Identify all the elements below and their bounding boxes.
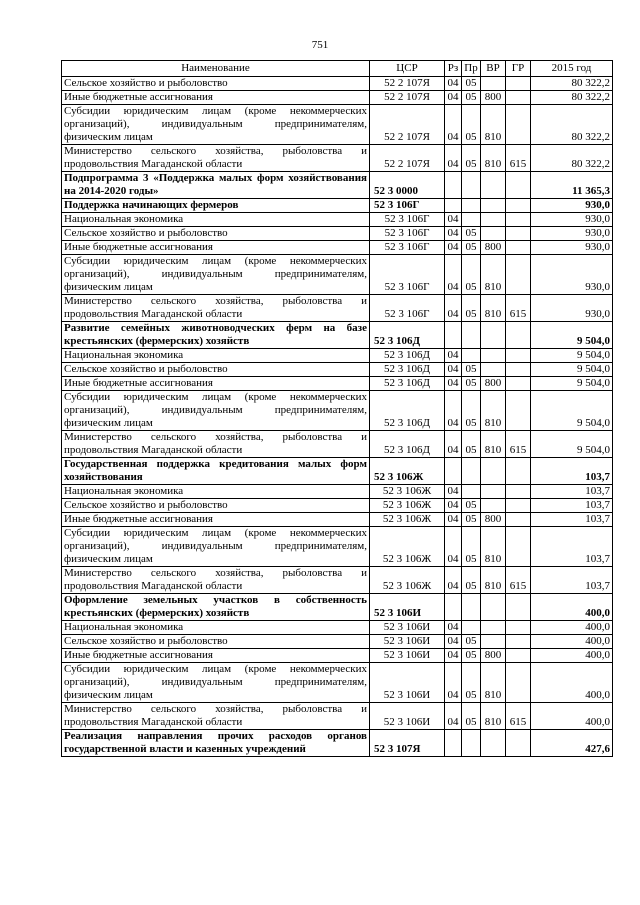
row-gr bbox=[506, 649, 531, 663]
table-row bbox=[62, 594, 613, 621]
table-row bbox=[62, 105, 613, 145]
row-gr bbox=[506, 199, 531, 213]
header-gr: ГР bbox=[506, 61, 531, 77]
row-name: Сельское хозяйство и рыболовство bbox=[62, 499, 370, 513]
row-rz: 04 bbox=[445, 255, 462, 295]
row-rz: 04 bbox=[445, 241, 462, 255]
row-gr bbox=[506, 527, 531, 567]
row-csr: 52 3 106Г bbox=[370, 227, 445, 241]
row-rz: 04 bbox=[445, 227, 462, 241]
row-pr: 05 bbox=[462, 91, 481, 105]
row-pr: 05 bbox=[462, 255, 481, 295]
row-csr: 52 3 106И bbox=[370, 594, 445, 621]
table-row bbox=[62, 527, 613, 567]
row-csr: 52 3 106И bbox=[370, 703, 445, 730]
row-pr bbox=[462, 485, 481, 499]
row-gr bbox=[506, 105, 531, 145]
row-name: Сельское хозяйство и рыболовство bbox=[62, 635, 370, 649]
row-rz: 04 bbox=[445, 513, 462, 527]
row-gr bbox=[506, 77, 531, 91]
row-rz bbox=[445, 172, 462, 199]
row-vr bbox=[481, 594, 506, 621]
row-csr: 52 3 106Ж bbox=[370, 485, 445, 499]
row-sum: 80 322,2 bbox=[531, 145, 613, 172]
row-csr: 52 3 107Я bbox=[370, 730, 445, 757]
table-row bbox=[62, 322, 613, 349]
row-sum: 103,7 bbox=[531, 499, 613, 513]
row-gr bbox=[506, 391, 531, 431]
row-gr bbox=[506, 213, 531, 227]
row-rz: 04 bbox=[445, 621, 462, 635]
row-rz: 04 bbox=[445, 377, 462, 391]
row-rz: 04 bbox=[445, 391, 462, 431]
row-rz: 04 bbox=[445, 295, 462, 322]
row-vr: 800 bbox=[481, 513, 506, 527]
row-rz bbox=[445, 594, 462, 621]
row-pr: 05 bbox=[462, 241, 481, 255]
row-sum: 80 322,2 bbox=[531, 77, 613, 91]
row-pr: 05 bbox=[462, 635, 481, 649]
row-rz: 04 bbox=[445, 663, 462, 703]
row-vr bbox=[481, 322, 506, 349]
table-row bbox=[62, 241, 613, 255]
row-sum: 400,0 bbox=[531, 649, 613, 663]
row-sum: 400,0 bbox=[531, 703, 613, 730]
row-name: Министерство сельского хозяйства, рыболовства и продовольствия Магаданской области bbox=[62, 431, 370, 458]
table-row bbox=[62, 91, 613, 105]
budget-table bbox=[61, 60, 613, 757]
table-row bbox=[62, 213, 613, 227]
row-pr bbox=[462, 621, 481, 635]
row-vr: 810 bbox=[481, 295, 506, 322]
row-csr: 52 3 106Ж bbox=[370, 499, 445, 513]
table-row bbox=[62, 703, 613, 730]
row-csr: 52 3 106Г bbox=[370, 199, 445, 213]
row-pr: 05 bbox=[462, 363, 481, 377]
row-gr bbox=[506, 621, 531, 635]
row-pr: 05 bbox=[462, 377, 481, 391]
row-vr: 810 bbox=[481, 663, 506, 703]
row-rz: 04 bbox=[445, 145, 462, 172]
row-gr bbox=[506, 322, 531, 349]
row-vr bbox=[481, 213, 506, 227]
row-name: Субсидии юридическим лицам (кроме некоммерческих организаций), индивидуальным предпринимателям, физическим лицам bbox=[62, 105, 370, 145]
row-name: Сельское хозяйство и рыболовство bbox=[62, 227, 370, 241]
row-csr: 52 3 106Д bbox=[370, 322, 445, 349]
row-pr bbox=[462, 172, 481, 199]
row-name: Субсидии юридическим лицам (кроме некоммерческих организаций), индивидуальным предпринимателям, физическим лицам bbox=[62, 527, 370, 567]
row-csr: 52 2 107Я bbox=[370, 77, 445, 91]
row-sum: 103,7 bbox=[531, 458, 613, 485]
row-csr: 52 3 106Ж bbox=[370, 527, 445, 567]
row-name: Иные бюджетные ассигнования bbox=[62, 377, 370, 391]
row-rz: 04 bbox=[445, 649, 462, 663]
row-name: Подпрограмма 3 «Поддержка малых форм хозяйствования на 2014-2020 годы» bbox=[62, 172, 370, 199]
header-vr: ВР bbox=[481, 61, 506, 77]
row-rz: 04 bbox=[445, 635, 462, 649]
table-row bbox=[62, 145, 613, 172]
row-sum: 9 504,0 bbox=[531, 431, 613, 458]
table-row bbox=[62, 295, 613, 322]
row-pr: 05 bbox=[462, 649, 481, 663]
row-pr: 05 bbox=[462, 513, 481, 527]
row-vr bbox=[481, 172, 506, 199]
row-csr: 52 3 106И bbox=[370, 649, 445, 663]
table-row bbox=[62, 621, 613, 635]
row-pr bbox=[462, 199, 481, 213]
row-name: Иные бюджетные ассигнования bbox=[62, 649, 370, 663]
row-sum: 9 504,0 bbox=[531, 322, 613, 349]
row-sum: 80 322,2 bbox=[531, 105, 613, 145]
row-sum: 427,6 bbox=[531, 730, 613, 757]
row-vr bbox=[481, 363, 506, 377]
row-csr: 52 3 106Д bbox=[370, 391, 445, 431]
row-pr: 05 bbox=[462, 295, 481, 322]
row-pr bbox=[462, 458, 481, 485]
table-header-row bbox=[62, 61, 613, 77]
row-gr bbox=[506, 241, 531, 255]
row-rz bbox=[445, 322, 462, 349]
row-name: Иные бюджетные ассигнования bbox=[62, 513, 370, 527]
header-csr: ЦСР bbox=[370, 61, 445, 77]
row-gr bbox=[506, 730, 531, 757]
row-rz: 04 bbox=[445, 349, 462, 363]
row-vr: 800 bbox=[481, 241, 506, 255]
row-name: Реализация направления прочих расходов органов государственной власти и казенных учреждений bbox=[62, 730, 370, 757]
row-pr: 05 bbox=[462, 527, 481, 567]
table-row bbox=[62, 363, 613, 377]
row-vr: 810 bbox=[481, 105, 506, 145]
row-name: Иные бюджетные ассигнования bbox=[62, 241, 370, 255]
row-rz: 04 bbox=[445, 363, 462, 377]
table-row bbox=[62, 377, 613, 391]
row-sum: 400,0 bbox=[531, 621, 613, 635]
header-rz: Рз bbox=[445, 61, 462, 77]
row-sum: 80 322,2 bbox=[531, 91, 613, 105]
row-vr bbox=[481, 499, 506, 513]
row-csr: 52 3 106Г bbox=[370, 295, 445, 322]
row-sum: 930,0 bbox=[531, 295, 613, 322]
row-vr: 810 bbox=[481, 567, 506, 594]
row-gr bbox=[506, 363, 531, 377]
row-name: Субсидии юридическим лицам (кроме некоммерческих организаций), индивидуальным предпринимателям, физическим лицам bbox=[62, 391, 370, 431]
row-name: Национальная экономика bbox=[62, 621, 370, 635]
row-gr bbox=[506, 513, 531, 527]
row-vr: 810 bbox=[481, 145, 506, 172]
row-name: Министерство сельского хозяйства, рыболовства и продовольствия Магаданской области bbox=[62, 295, 370, 322]
table-row bbox=[62, 499, 613, 513]
row-csr: 52 2 107Я bbox=[370, 105, 445, 145]
row-gr bbox=[506, 635, 531, 649]
row-sum: 9 504,0 bbox=[531, 363, 613, 377]
row-gr: 615 bbox=[506, 431, 531, 458]
row-sum: 11 365,3 bbox=[531, 172, 613, 199]
row-sum: 103,7 bbox=[531, 527, 613, 567]
row-name: Сельское хозяйство и рыболовство bbox=[62, 77, 370, 91]
row-name: Оформление земельных участков в собственность крестьянских (фермерских) хозяйств bbox=[62, 594, 370, 621]
row-pr: 05 bbox=[462, 77, 481, 91]
row-pr: 05 bbox=[462, 663, 481, 703]
row-gr bbox=[506, 172, 531, 199]
row-vr: 810 bbox=[481, 255, 506, 295]
row-name: Министерство сельского хозяйства, рыболовства и продовольствия Магаданской области bbox=[62, 145, 370, 172]
row-rz: 04 bbox=[445, 77, 462, 91]
row-gr bbox=[506, 227, 531, 241]
row-name: Субсидии юридическим лицам (кроме некоммерческих организаций), индивидуальным предпринимателям, физическим лицам bbox=[62, 663, 370, 703]
row-sum: 930,0 bbox=[531, 199, 613, 213]
row-vr bbox=[481, 227, 506, 241]
row-vr bbox=[481, 199, 506, 213]
row-pr: 05 bbox=[462, 145, 481, 172]
table-row bbox=[62, 391, 613, 431]
table-row bbox=[62, 227, 613, 241]
row-csr: 52 3 0000 bbox=[370, 172, 445, 199]
row-rz: 04 bbox=[445, 431, 462, 458]
row-gr bbox=[506, 91, 531, 105]
row-csr: 52 3 106Ж bbox=[370, 567, 445, 594]
row-sum: 400,0 bbox=[531, 594, 613, 621]
table-row bbox=[62, 431, 613, 458]
row-csr: 52 3 106Г bbox=[370, 241, 445, 255]
row-rz bbox=[445, 458, 462, 485]
row-rz: 04 bbox=[445, 485, 462, 499]
row-rz: 04 bbox=[445, 91, 462, 105]
row-csr: 52 2 107Я bbox=[370, 145, 445, 172]
table-row bbox=[62, 730, 613, 757]
row-sum: 930,0 bbox=[531, 227, 613, 241]
row-csr: 52 3 106Ж bbox=[370, 513, 445, 527]
row-name: Субсидии юридическим лицам (кроме некоммерческих организаций), индивидуальным предпринимателям, физическим лицам bbox=[62, 255, 370, 295]
row-csr: 52 3 106Ж bbox=[370, 458, 445, 485]
row-sum: 103,7 bbox=[531, 567, 613, 594]
row-gr: 615 bbox=[506, 295, 531, 322]
row-sum: 930,0 bbox=[531, 241, 613, 255]
row-sum: 103,7 bbox=[531, 513, 613, 527]
row-pr: 05 bbox=[462, 499, 481, 513]
row-gr: 615 bbox=[506, 567, 531, 594]
table-row bbox=[62, 485, 613, 499]
row-sum: 400,0 bbox=[531, 663, 613, 703]
row-pr: 05 bbox=[462, 567, 481, 594]
page-number: 751 bbox=[311, 39, 329, 51]
row-name: Иные бюджетные ассигнования bbox=[62, 91, 370, 105]
row-vr bbox=[481, 635, 506, 649]
row-name: Развитие семейных животноводческих ферм на базе крестьянских (фермерских) хозяйств bbox=[62, 322, 370, 349]
table-row bbox=[62, 172, 613, 199]
row-vr: 800 bbox=[481, 377, 506, 391]
row-sum: 400,0 bbox=[531, 635, 613, 649]
table-row bbox=[62, 349, 613, 363]
row-rz bbox=[445, 199, 462, 213]
row-rz: 04 bbox=[445, 527, 462, 567]
row-sum: 9 504,0 bbox=[531, 377, 613, 391]
row-pr bbox=[462, 594, 481, 621]
row-rz: 04 bbox=[445, 567, 462, 594]
row-vr bbox=[481, 349, 506, 363]
table-row bbox=[62, 458, 613, 485]
row-rz: 04 bbox=[445, 703, 462, 730]
table-row bbox=[62, 255, 613, 295]
row-pr: 05 bbox=[462, 431, 481, 458]
row-pr: 05 bbox=[462, 391, 481, 431]
row-rz: 04 bbox=[445, 499, 462, 513]
row-csr: 52 3 106Г bbox=[370, 213, 445, 227]
row-rz bbox=[445, 730, 462, 757]
row-gr bbox=[506, 349, 531, 363]
row-name: Национальная экономика bbox=[62, 213, 370, 227]
row-gr bbox=[506, 377, 531, 391]
row-gr: 615 bbox=[506, 145, 531, 172]
row-sum: 103,7 bbox=[531, 485, 613, 499]
row-gr bbox=[506, 663, 531, 703]
row-vr: 810 bbox=[481, 527, 506, 567]
row-name: Государственная поддержка кредитования малых форм хозяйствования bbox=[62, 458, 370, 485]
table-row bbox=[62, 635, 613, 649]
row-gr bbox=[506, 499, 531, 513]
table-row bbox=[62, 77, 613, 91]
row-csr: 52 3 106Д bbox=[370, 431, 445, 458]
row-csr: 52 3 106И bbox=[370, 635, 445, 649]
row-csr: 52 3 106И bbox=[370, 663, 445, 703]
row-name: Министерство сельского хозяйства, рыболовства и продовольствия Магаданской области bbox=[62, 703, 370, 730]
header-year: 2015 год bbox=[531, 61, 613, 77]
table-row bbox=[62, 663, 613, 703]
row-csr: 52 3 106Г bbox=[370, 255, 445, 295]
row-gr bbox=[506, 458, 531, 485]
row-gr bbox=[506, 594, 531, 621]
row-csr: 52 3 106Д bbox=[370, 377, 445, 391]
row-vr: 810 bbox=[481, 703, 506, 730]
row-csr: 52 3 106И bbox=[370, 621, 445, 635]
row-gr bbox=[506, 485, 531, 499]
row-pr bbox=[462, 322, 481, 349]
table-row bbox=[62, 513, 613, 527]
row-vr: 810 bbox=[481, 431, 506, 458]
row-name: Национальная экономика bbox=[62, 349, 370, 363]
row-name: Министерство сельского хозяйства, рыболовства и продовольствия Магаданской области bbox=[62, 567, 370, 594]
row-vr bbox=[481, 458, 506, 485]
header-name: Наименование bbox=[62, 61, 370, 77]
row-csr: 52 2 107Я bbox=[370, 91, 445, 105]
table-row bbox=[62, 649, 613, 663]
table-row bbox=[62, 199, 613, 213]
row-vr bbox=[481, 621, 506, 635]
table-body bbox=[62, 77, 613, 757]
row-csr: 52 3 106Д bbox=[370, 363, 445, 377]
header-pr: Пр bbox=[462, 61, 481, 77]
table-row bbox=[62, 567, 613, 594]
row-vr bbox=[481, 485, 506, 499]
row-rz: 04 bbox=[445, 213, 462, 227]
row-vr: 810 bbox=[481, 391, 506, 431]
row-pr bbox=[462, 730, 481, 757]
row-sum: 930,0 bbox=[531, 213, 613, 227]
row-vr bbox=[481, 77, 506, 91]
row-csr: 52 3 106Д bbox=[370, 349, 445, 363]
row-pr bbox=[462, 349, 481, 363]
row-sum: 930,0 bbox=[531, 255, 613, 295]
row-sum: 9 504,0 bbox=[531, 391, 613, 431]
row-name: Сельское хозяйство и рыболовство bbox=[62, 363, 370, 377]
row-pr bbox=[462, 213, 481, 227]
row-gr: 615 bbox=[506, 703, 531, 730]
row-vr bbox=[481, 730, 506, 757]
row-name: Национальная экономика bbox=[62, 485, 370, 499]
row-pr: 05 bbox=[462, 227, 481, 241]
row-sum: 9 504,0 bbox=[531, 349, 613, 363]
row-pr: 05 bbox=[462, 105, 481, 145]
row-vr: 800 bbox=[481, 649, 506, 663]
row-pr: 05 bbox=[462, 703, 481, 730]
row-rz: 04 bbox=[445, 105, 462, 145]
row-gr bbox=[506, 255, 531, 295]
row-name: Поддержка начинающих фермеров bbox=[62, 199, 370, 213]
row-vr: 800 bbox=[481, 91, 506, 105]
